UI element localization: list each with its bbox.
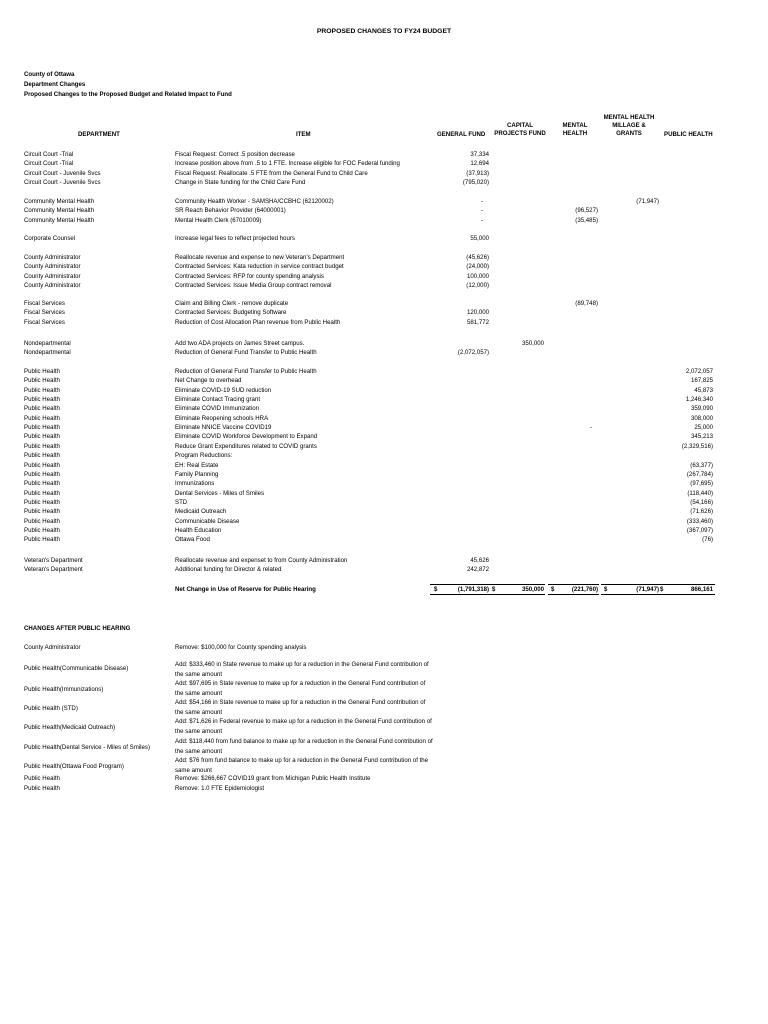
cell-mh: -: [589, 424, 592, 432]
row-department: Community Mental Health: [24, 207, 95, 215]
row-department: Corporate Counsel: [24, 235, 76, 242]
row-department: Public Health: [24, 433, 60, 441]
cell-gf: -: [480, 216, 483, 224]
after-department: Public Health(Medicaid Outreach): [24, 724, 116, 731]
cell-gf: 100,000: [466, 272, 489, 280]
row-item: Increase legal fees to reflect projected hours: [175, 235, 295, 242]
cell-gf: (24,000): [466, 263, 489, 271]
after-department: Public Health(Dental Service - Miles of Smiles): [24, 744, 150, 751]
row-department: Circuit Court - Juvenile Svcs: [24, 179, 101, 187]
header-item: ITEM: [296, 131, 311, 138]
row-item: Contracted Services: Kata reduction in service contract budget: [175, 263, 344, 271]
row-department: Public Health: [24, 414, 60, 422]
cell-gf: (37,913): [466, 169, 489, 177]
row-item: Communicable Disease: [175, 517, 240, 525]
cell-ph: 345,213: [690, 433, 713, 441]
total-rule-bottom: [430, 594, 490, 595]
row-item: STD: [175, 498, 188, 506]
header-mental-line1: MENTAL: [562, 122, 588, 129]
header-department: DEPARTMENT: [78, 131, 120, 138]
cell-gf: 45,626: [470, 557, 489, 564]
row-item: Increase position above from .5 to 1 FTE. Increase eligible for FOC Federal funding: [175, 160, 400, 168]
row-department: Public Health: [24, 489, 60, 497]
cell-ph: (118,440): [687, 489, 713, 497]
row-item: Fiscal Request: Reallocate .5 FTE from the General Fund to Child Care: [175, 169, 368, 177]
total-mhm: (71,947): [636, 586, 659, 593]
after-department: County Administrator: [24, 644, 81, 651]
cell-ph: (367,097): [686, 526, 713, 534]
row-department: Circuit Court -Trial: [24, 160, 74, 168]
cell-mh: (89,748): [575, 300, 598, 307]
cell-ph: (267,784): [686, 470, 713, 478]
cell-gf: 55,000: [470, 235, 489, 242]
row-department: Public Health: [24, 461, 60, 469]
row-department: Nondepartmental: [24, 349, 71, 357]
cell-cap: 350,000: [521, 340, 544, 347]
header-capital-line2: PROJECTS FUND: [494, 130, 546, 137]
after-item: Add: $118,440 from fund balance to make up for a reduction in the General Fund contribution of the same amount: [175, 738, 433, 755]
row-department: Public Health: [24, 508, 60, 516]
row-item: SR Reach Behavior Provider (64000001): [175, 207, 286, 215]
row-item: Reduction of General Fund Transfer to Public Health: [175, 368, 317, 375]
total-rule-top: [548, 584, 599, 585]
row-item: Change in State funding for the Child Care Fund: [175, 179, 306, 187]
cell-ph: 1,246,340: [685, 396, 713, 404]
row-department: Circuit Court - Juvenile Svcs: [24, 169, 101, 177]
header-public-health: PUBLIC HEALTH: [664, 131, 713, 138]
cell-gf: (2,072,057): [457, 349, 489, 357]
row-department: Public Health: [24, 386, 60, 394]
row-department: Public Health: [24, 517, 60, 525]
total-rule-bottom: [548, 594, 599, 595]
header-general-fund: GENERAL FUND: [437, 131, 486, 138]
row-item: Additional funding for Director & related: [175, 566, 282, 574]
header-mhm-line2: MILLAGE &: [612, 122, 646, 129]
total-rule-bottom: [490, 594, 545, 595]
row-item: Contracted Services: Budgeting Software: [175, 309, 287, 317]
cell-mh: (35,485): [575, 216, 598, 224]
total-ph: 866,161: [690, 586, 713, 593]
row-item: Eliminate Reopening schools HRA: [175, 414, 269, 422]
total-rule-bottom: [660, 594, 715, 595]
after-item: Add: $76 from fund balance to make up for a reduction in the General Fund contribution of the same amount: [175, 757, 429, 774]
row-department: County Administrator: [24, 263, 81, 271]
row-department: Public Health: [24, 377, 60, 385]
org-line-1: County of Ottawa: [24, 71, 75, 78]
total-rule-top: [601, 584, 660, 585]
cell-ph: (54,166): [690, 498, 713, 506]
cell-gf: -: [480, 207, 483, 215]
cell-ph: 359,090: [690, 405, 713, 413]
total-cap: 350,000: [521, 586, 544, 593]
cell-gf: 242,872: [466, 566, 489, 574]
row-item: EH: Real Estate: [175, 461, 219, 469]
row-item: Immunizations: [175, 480, 215, 488]
total-rule-top: [660, 584, 715, 585]
org-line-2: Department Changes: [24, 81, 86, 88]
row-item: Eliminate NNICE Vaccine COVID19: [175, 424, 272, 432]
cell-ph: (63,377): [690, 461, 713, 469]
cell-mh: (96,527): [575, 207, 598, 215]
total-gf: (1,791,318): [457, 586, 489, 593]
row-item: Ottawa Food: [175, 536, 210, 544]
row-department: Public Health: [24, 396, 60, 404]
row-department: County Administrator: [24, 254, 81, 261]
document-title: PROPOSED CHANGES TO FY24 BUDGET: [316, 28, 452, 35]
total-mh: (221,760): [571, 586, 598, 593]
row-department: Public Health: [24, 452, 60, 460]
total-rule-bottom: [601, 594, 660, 595]
currency-sign: $: [551, 586, 555, 593]
after-department: Public Health(Ottawa Food Program): [24, 763, 124, 770]
after-department: Public Health(Communicable Disease): [24, 665, 129, 672]
after-heading: CHANGES AFTER PUBLIC HEARING: [24, 625, 131, 632]
total-rule-top: [430, 584, 490, 585]
row-item: Eliminate Contact Tracing grant: [175, 396, 261, 404]
total-rule-top: [490, 584, 545, 585]
row-item: Family Planning: [175, 470, 219, 478]
row-item: Dental Services - Miles of Smiles: [175, 489, 265, 497]
row-department: Public Health: [24, 480, 60, 488]
after-item: Remove: 1.0 FTE Epidemiologist: [175, 785, 265, 792]
row-item: Eliminate COVID-19 SUD reduction: [175, 386, 272, 394]
currency-sign: $: [604, 586, 608, 593]
row-department: Fiscal Services: [24, 300, 65, 307]
cell-ph: 45,873: [694, 386, 713, 394]
row-department: Nondepartmental: [24, 340, 71, 347]
row-department: Fiscal Services: [24, 318, 65, 326]
row-item: Reallocate revenue and expense to new Veteran's Department: [175, 254, 345, 261]
row-department: Public Health: [24, 498, 60, 506]
after-department: Public Health: [24, 785, 60, 792]
header-capital-line1: CAPITAL: [507, 122, 533, 129]
currency-sign: $: [492, 586, 496, 593]
row-item: Mental Health Clerk (67010009): [175, 216, 262, 224]
after-item: Add: $97,695 in State revenue to make up for a reduction in the General Fund contribution of the same amount: [175, 680, 426, 697]
header-mhm-line1: MENTAL HEALTH: [603, 114, 655, 121]
org-line-3: Proposed Changes to the Proposed Budget and Related Impact to Fund: [24, 91, 232, 98]
row-item: Net Change to overhead: [175, 377, 242, 385]
after-item: Remove: $100,000 for County spending analysis: [175, 644, 307, 651]
row-department: Public Health: [24, 536, 60, 544]
after-department: Public Health: [24, 775, 60, 782]
row-item: Reduce Grant Expenditures related to COVID grants: [175, 442, 317, 450]
row-item: Medicaid Outreach: [175, 508, 227, 516]
row-item: Reduction of Cost Allocation Plan revenue from Public Health: [175, 318, 341, 326]
after-item: Add: $333,460 in State revenue to make up for a reduction in the General Fund contribution of the same amount: [175, 661, 429, 678]
row-department: Public Health: [24, 368, 60, 375]
cell-gf: 12,694: [470, 160, 489, 168]
cell-ph: (71,626): [690, 508, 713, 516]
row-item: Reallocate revenue and expenset to from County Administration: [175, 557, 348, 564]
row-department: Public Health: [24, 526, 60, 534]
row-item: Community Health Worker - SAMSHA/CCBHC (62120002): [175, 198, 334, 205]
row-item: Contracted Services: RFP for county spending analysis: [175, 272, 324, 280]
cell-gf: 37,334: [470, 151, 489, 158]
row-item: Health Education: [175, 526, 222, 534]
cell-ph: 2,072,057: [685, 368, 713, 375]
cell-gf: 120,000: [466, 309, 489, 317]
cell-ph: 167,825: [690, 377, 713, 385]
row-item: Contracted Services: Issue Media Group contract removal: [175, 282, 332, 290]
currency-sign: $: [434, 586, 438, 593]
row-item: Claim and Billing Clerk - remove duplicate: [175, 300, 289, 307]
row-department: Public Health: [24, 442, 60, 450]
cell-ph: 308,000: [690, 414, 713, 422]
row-item: Eliminate COVID Workforce Development to Expand: [175, 433, 318, 441]
after-department: Public Health(Immunizations): [24, 686, 104, 693]
row-item: Add two ADA projects on James Street campus.: [175, 340, 305, 347]
cell-gf: (795,020): [462, 179, 489, 187]
row-department: Fiscal Services: [24, 309, 65, 317]
header-mental-line2: HEALTH: [562, 130, 588, 137]
after-item: Add: $71,626 in Federal revenue to make up for a reduction in the General Fund contribution of the same amount: [175, 718, 432, 735]
row-department: Public Health: [24, 405, 60, 413]
row-department: Public Health: [24, 470, 60, 478]
cell-ph: 25,000: [694, 424, 713, 432]
row-department: County Administrator: [24, 282, 81, 290]
row-department: Veteran's Department: [24, 566, 83, 574]
after-item: Add: $54,166 in State revenue to make up for a reduction in the General Fund contribution of the same amount: [175, 699, 426, 716]
cell-gf: 581,772: [466, 318, 489, 326]
row-item: Program Reductions:: [175, 452, 233, 460]
cell-gf: (12,000): [466, 282, 489, 290]
cell-ph: (333,460): [686, 517, 713, 525]
cell-ph: (2,329,516): [681, 442, 713, 450]
row-department: Community Mental Health: [24, 198, 95, 205]
cell-gf: -: [480, 198, 483, 205]
row-department: County Administrator: [24, 272, 81, 280]
cell-ph: (76): [702, 536, 713, 544]
row-item: Reduction of General Fund Transfer to Public Health: [175, 349, 317, 357]
after-department: Public Health (STD): [24, 705, 78, 712]
after-item: Remove: $266,667 COVID19 grant from Michigan Public Health Institute: [175, 775, 371, 782]
cell-ph: (97,695): [690, 480, 713, 488]
row-item: Eliminate COVID Immunization: [175, 405, 259, 413]
cell-gf: (45,626): [466, 254, 489, 261]
row-department: Public Health: [24, 424, 60, 432]
row-department: Circuit Court -Trial: [24, 151, 74, 158]
row-department: Veteran's Department: [24, 557, 83, 564]
total-label: Net Change in Use of Reserve for Public Hearing: [175, 586, 316, 593]
header-mhm-line3: GRANTS: [616, 130, 642, 137]
row-department: Community Mental Health: [24, 216, 95, 224]
row-item: Fiscal Request: Correct .5 position decrease: [175, 151, 295, 158]
cell-mhm: (71,947): [636, 198, 659, 205]
currency-sign: $: [660, 586, 664, 593]
